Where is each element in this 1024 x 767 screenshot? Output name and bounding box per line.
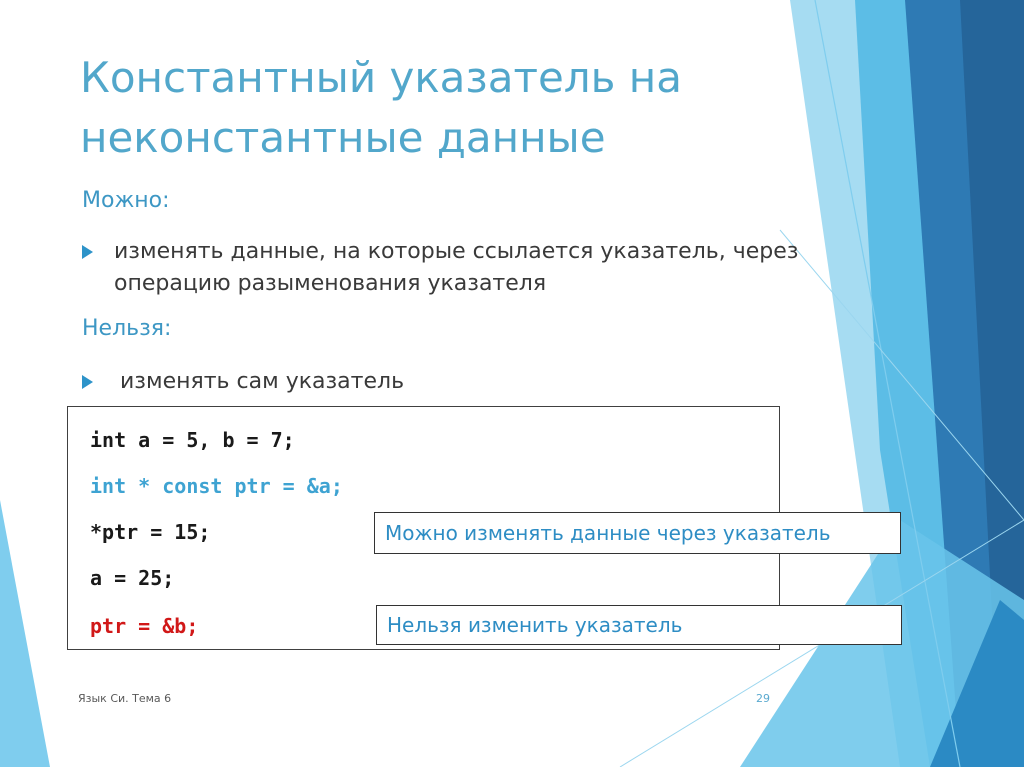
code-line-5: ptr = &b;	[90, 614, 199, 638]
code-line-1: int a = 5, b = 7;	[90, 428, 295, 452]
triangle-right-icon	[82, 375, 93, 389]
page-number: 29	[756, 692, 770, 705]
triangle-right-icon	[82, 245, 93, 259]
code-line-3: *ptr = 15;	[90, 520, 211, 544]
deco-shape-left-bottom	[0, 500, 50, 767]
cannot-bullet-text: изменять сам указатель	[120, 369, 405, 394]
code-line-2: int * const ptr = &a;	[90, 474, 343, 498]
note-cannot: Нельзя изменить указатель	[376, 605, 902, 645]
can-bullet-text: изменять данные, на которые ссылается указатель, через операцию разыменования указателя	[114, 239, 799, 296]
cannot-label: Нельзя:	[82, 316, 172, 341]
cannot-bullet	[82, 366, 682, 398]
footer-text: Язык Си. Тема 6	[78, 692, 172, 705]
note-can: Можно изменять данные через указатель	[374, 512, 901, 554]
can-bullet	[82, 236, 812, 300]
code-line-4: a = 25;	[90, 566, 175, 590]
can-label: Можно:	[82, 188, 170, 213]
slide-title: Константный указатель на неконстантные данные	[80, 53, 682, 162]
